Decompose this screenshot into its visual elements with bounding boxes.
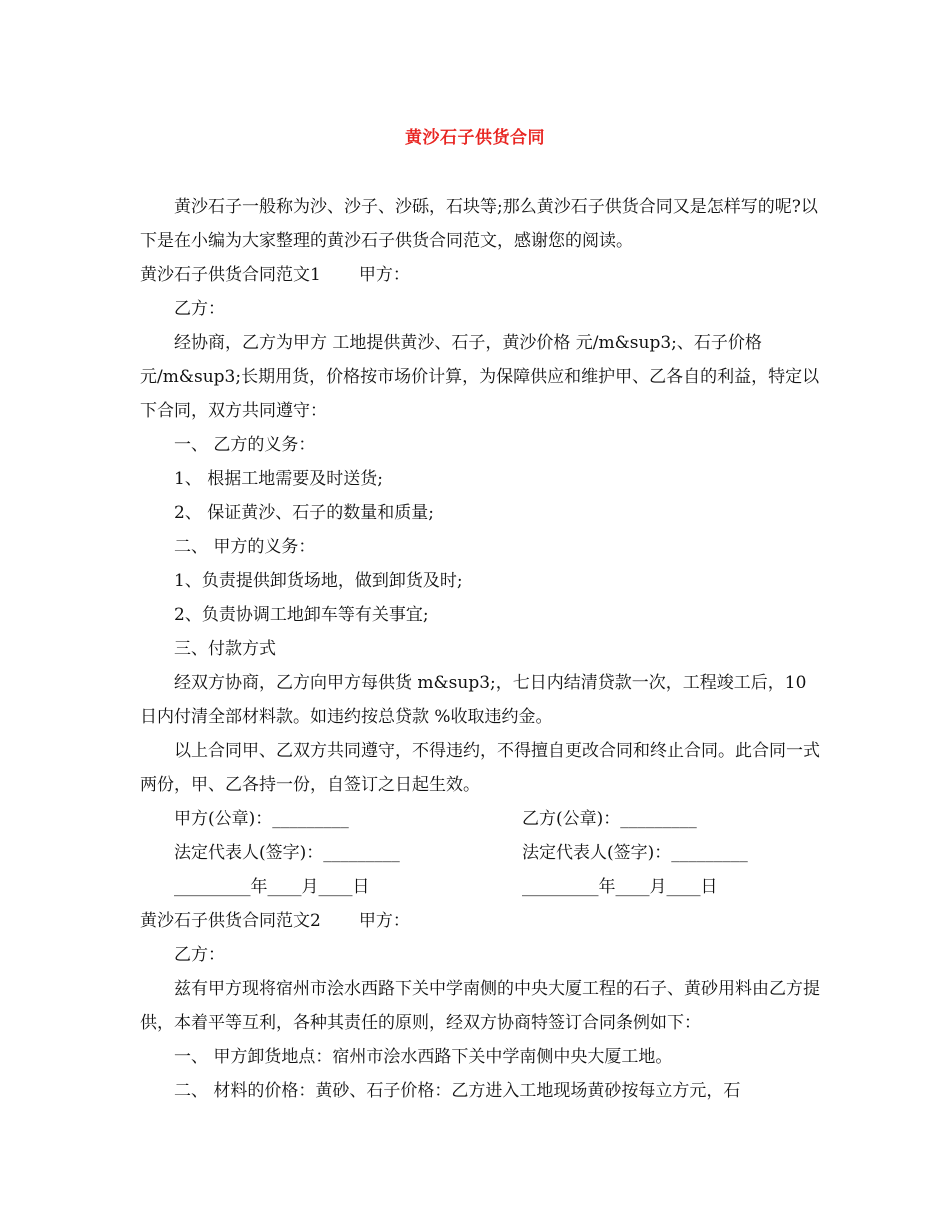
sample1-paragraph-1: 经协商，乙方为甲方 工地提供黄沙、石子，黄沙价格 元/m&sup3;、石子价格元/m&sup3;长期用货，价格按市场价计算，为保障供应和维护甲、乙各自的利益，特定以下合同，双方共同遵守：: [140, 333, 820, 421]
party-a-seal-line: 甲方(公章)：_________: [174, 809, 349, 829]
document-title: 黄沙石子供货合同: [405, 128, 545, 148]
sample2-party-a: 甲方：: [358, 911, 410, 931]
sample1-party-b: 乙方：: [174, 299, 225, 319]
signature-row-date: [140, 870, 820, 904]
sample2-section-2: 二、 材料的价格：黄砂、石子价格：乙方进入工地现场黄砂按每立方元，石: [174, 1081, 741, 1101]
document-body: [140, 190, 820, 1108]
party-b-representative-line: 法定代表人(签字)：_________: [522, 843, 748, 863]
sample2-section-1: 一、 甲方卸货地点：宿州市浍水西路下关中学南侧中央大厦工地。: [174, 1047, 673, 1067]
sample2-heading-line: [140, 904, 820, 938]
sample1-section-2: 二、 甲方的义务：: [174, 537, 316, 557]
sample1-section-1-item-2: 2、 保证黄沙、石子的数量和质量;: [174, 503, 434, 523]
sample2-heading: 黄沙石子供货合同范文2: [140, 911, 321, 931]
sample1-heading: 黄沙石子供货合同范文1: [140, 265, 321, 285]
sample2-paragraph-1: 兹有甲方现将宿州市浍水西路下关中学南侧的中央大厦工程的石子、黄砂用料由乙方提供，本着平等互利，各种其责任的原则，经双方协商特签订合同条例如下：: [140, 979, 820, 1033]
sample1-party-a: 甲方：: [358, 265, 410, 285]
sample1-section-1-item-1: 1、 根据工地需要及时送货;: [174, 469, 383, 489]
sample1-section-1: 一、 乙方的义务：: [174, 435, 316, 455]
party-a-date-line: _________年____月____日: [174, 877, 370, 897]
sample1-section-3: 三、付款方式: [174, 639, 276, 659]
sample1-heading-line: [140, 258, 820, 292]
sample2-party-b: 乙方：: [174, 945, 225, 965]
signature-row-representative: [140, 836, 820, 870]
intro-paragraph: 黄沙石子一般称为沙、沙子、沙砾，石块等;那么黄沙石子供货合同又是怎样写的呢?以下是在小编为大家整理的黄沙石子供货合同范文，感谢您的阅读。: [140, 197, 818, 251]
sample1-section-2-item-2: 2、负责协调工地卸车等有关事宜;: [174, 605, 429, 625]
party-b-date-line: _________年____月____日: [522, 877, 718, 897]
sample1-paragraph-2: 经双方协商，乙方向甲方每供货 m&sup3;，七日内结清贷款一次，工程竣工后，10日内付清全部材料款。如违约按总贷款 %收取违约金。: [140, 673, 807, 727]
sample1-paragraph-3: 以上合同甲、乙双方共同遵守，不得违约，不得擅自更改合同和终止合同。此合同一式两份，甲、乙各持一份，自签订之日起生效。: [140, 741, 820, 795]
sample1-section-2-item-1: 1、负责提供卸货场地，做到卸货及时;: [174, 571, 463, 591]
party-b-seal-line: 乙方(公章)：_________: [522, 809, 697, 829]
signature-row-seal: [140, 802, 820, 836]
party-a-representative-line: 法定代表人(签字)：_________: [174, 843, 400, 863]
